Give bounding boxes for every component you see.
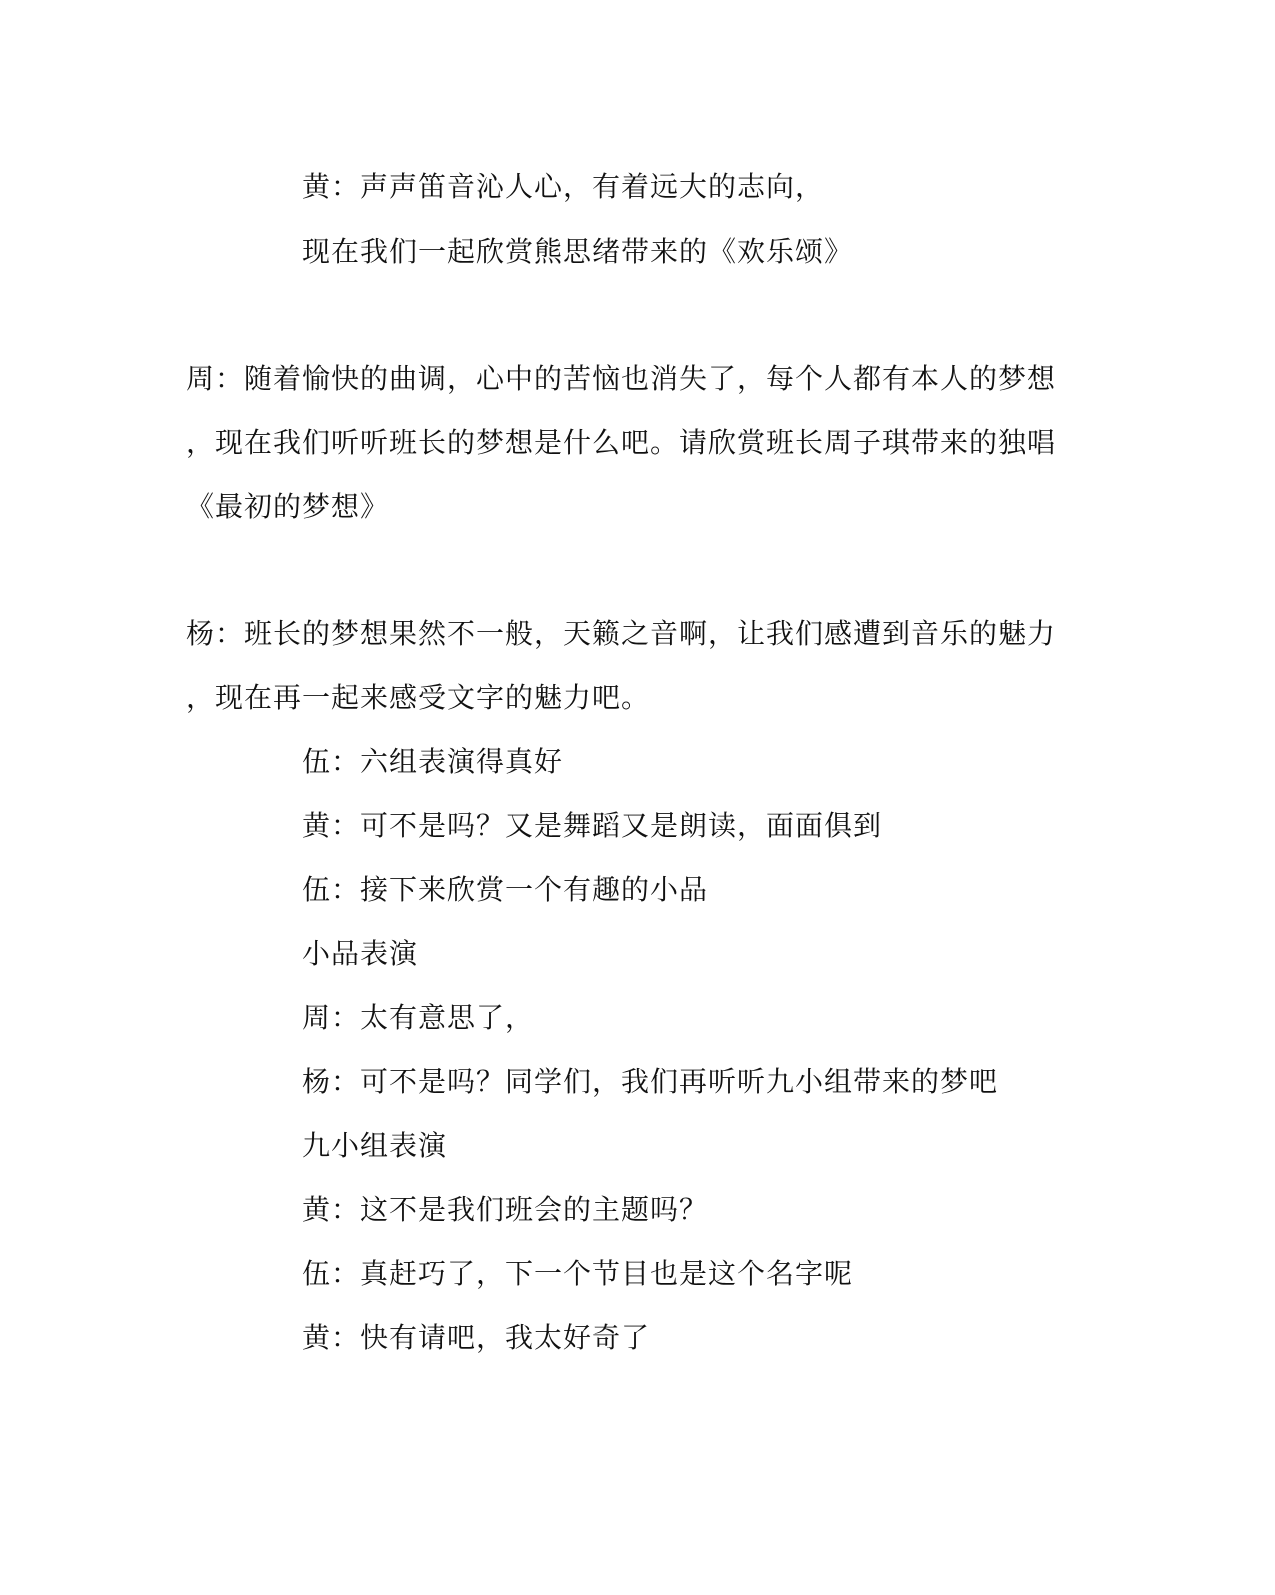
line-zhou-4: 周：太有意思了， xyxy=(302,1001,535,1034)
line-wu-2: 伍：接下来欣赏一个有趣的小品 xyxy=(302,873,709,906)
line-zhou-3: 《最初的梦想》 xyxy=(186,490,390,523)
line-zhou-2: ，现在我们听听班长的梦想是什么吧。请欣赏班长周子琪带来的独唱 xyxy=(186,426,1057,459)
line-zhou-1: 周：随着愉快的曲调，心中的苦恼也消失了，每个人都有本人的梦想 xyxy=(186,362,1057,395)
line-yang-1: 杨：班长的梦想果然不一般，天籁之音啊，让我们感遭到音乐的魅力 xyxy=(186,617,1057,650)
line-huang-4: 黄：这不是我们班会的主题吗？ xyxy=(302,1193,709,1226)
line-yang-2: ，现在再一起来感受文字的魅力吧。 xyxy=(186,681,651,714)
line-huang-1: 黄：声声笛音沁人心，有着远大的志向， xyxy=(302,170,825,203)
line-huang-3: 黄：可不是吗？又是舞蹈又是朗读，面面俱到 xyxy=(302,809,883,842)
line-wu-1: 伍：六组表演得真好 xyxy=(302,745,564,778)
line-wu-3: 伍：真赶巧了，下一个节目也是这个名字呢 xyxy=(302,1257,854,1290)
line-skit: 小品表演 xyxy=(302,937,419,970)
line-huang-2: 现在我们一起欣赏熊思绪带来的《欢乐颂》 xyxy=(302,235,854,268)
line-yang-3: 杨：可不是吗？同学们，我们再听听九小组带来的梦吧 xyxy=(302,1065,999,1098)
line-group-nine: 九小组表演 xyxy=(302,1129,448,1162)
line-huang-5: 黄：快有请吧，我太好奇了 xyxy=(302,1321,651,1354)
